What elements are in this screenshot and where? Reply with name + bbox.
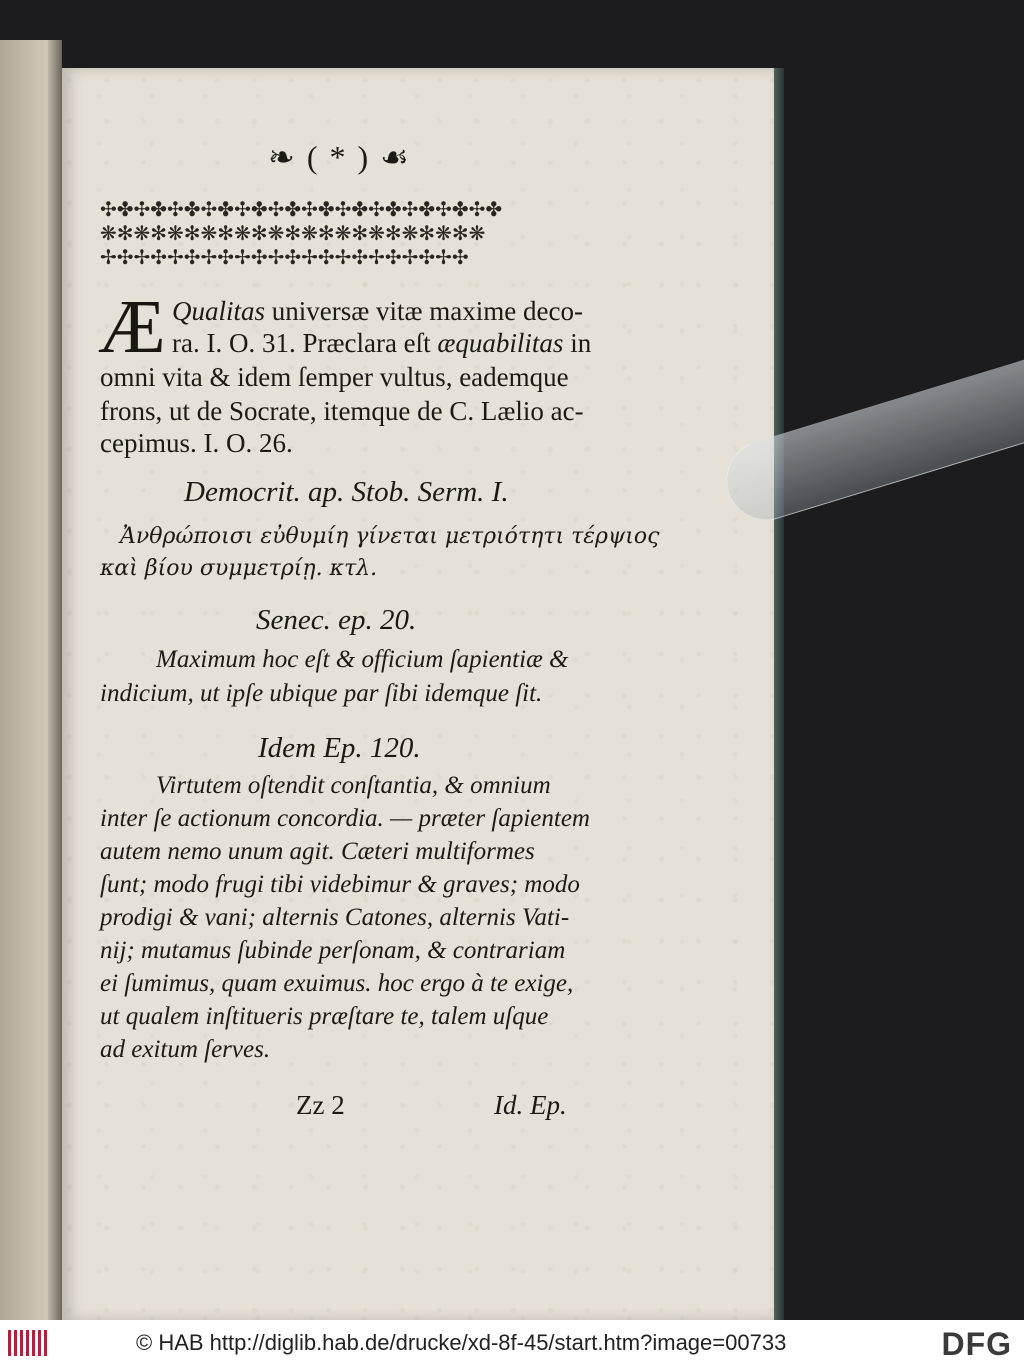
text-line: Virtutem oſtendit conſtantia, & omnium (156, 772, 551, 799)
text-span: universæ vitæ maxime deco- (265, 296, 583, 326)
page-right-edge (774, 68, 784, 1320)
ornament-row: ❋✻❋✻❋✻❋✻❋✻❋✻❋✻❋✻❋✻❋✻❋✻❋ (100, 222, 486, 244)
text-span: ra. I. O. 31. Præclara eſt (172, 328, 438, 358)
viewer-footer (0, 1320, 1024, 1367)
text-span: Qualitas (172, 296, 266, 326)
dfg-logo: DFG (941, 1326, 1012, 1362)
text-span: æquabilitas (437, 328, 564, 358)
text-line: ut qualem inſtitueris præſtare te, talem uſque (100, 1003, 549, 1030)
text-line: indicium, ut ipſe ubique par ſibi idemque ſit. (100, 680, 543, 707)
text-line: Maximum hoc eſt & officium ſapientiæ & (156, 646, 569, 673)
hab-logo-icon (8, 1330, 48, 1356)
text-line: ei ſumimus, quam exuimus. hoc ergo à te exige, (100, 970, 574, 997)
ornament-row: ✣✤✣✤✣✤✣✤✣✤✣✤✣✤✣✤✣✤✣✤✣✤✣✤ (100, 198, 503, 220)
text-line (172, 328, 591, 359)
text-line (172, 296, 583, 327)
text-line: ſunt; modo frugi tibi videbimur & graves; modo (100, 871, 580, 898)
text-line: inter ſe actionum concordia. — præter ſapientem (100, 805, 590, 832)
text-span: in (563, 328, 592, 358)
text-line: prodigi & vani; alternis Catones, alternis Vati- (100, 904, 570, 931)
section-heading: Senec. ep. 20. (256, 604, 417, 636)
text-line: autem nemo unum agit. Cæteri multiformes (100, 838, 535, 865)
initial-letter: Æ (98, 285, 166, 369)
copyright-link[interactable]: © HAB http://diglib.hab.de/drucke/xd-8f-45/start.htm?image=00733 (136, 1330, 787, 1355)
page-header: ❧ ( * ) ☙ (268, 139, 411, 175)
text-line: nij; mutamus ſubinde perſonam, & contrariam (100, 937, 566, 964)
section-heading: Democrit. ap. Stob. Serm. I. (184, 476, 509, 508)
left-page-edge (0, 40, 48, 1320)
text-line: cepimus. I. O. 26. (100, 428, 293, 458)
section-heading: Idem Ep. 120. (258, 732, 421, 764)
greek-line: Ἀνθρώποισι εὐθυμίη γίνεται μετριότητι τέρψιος (120, 524, 660, 549)
greek-line: καὶ βίου συμμετρίῃ. κτλ. (100, 556, 378, 581)
text-line: omni vita & idem ſemper vultus, eademque (100, 362, 569, 392)
catchword: Id. Ep. (494, 1090, 567, 1120)
ornament-row: ✢✣✢✣✢✣✢✣✢✣✢✣✢✣✢✣✢✣✢✣✢✣ (100, 246, 469, 268)
text-line: frons, ut de Socrate, itemque de C. Lælio ac- (100, 396, 584, 426)
signature-mark: Zz 2 (296, 1090, 345, 1120)
text-line: ad exitum ſerves. (100, 1036, 271, 1063)
